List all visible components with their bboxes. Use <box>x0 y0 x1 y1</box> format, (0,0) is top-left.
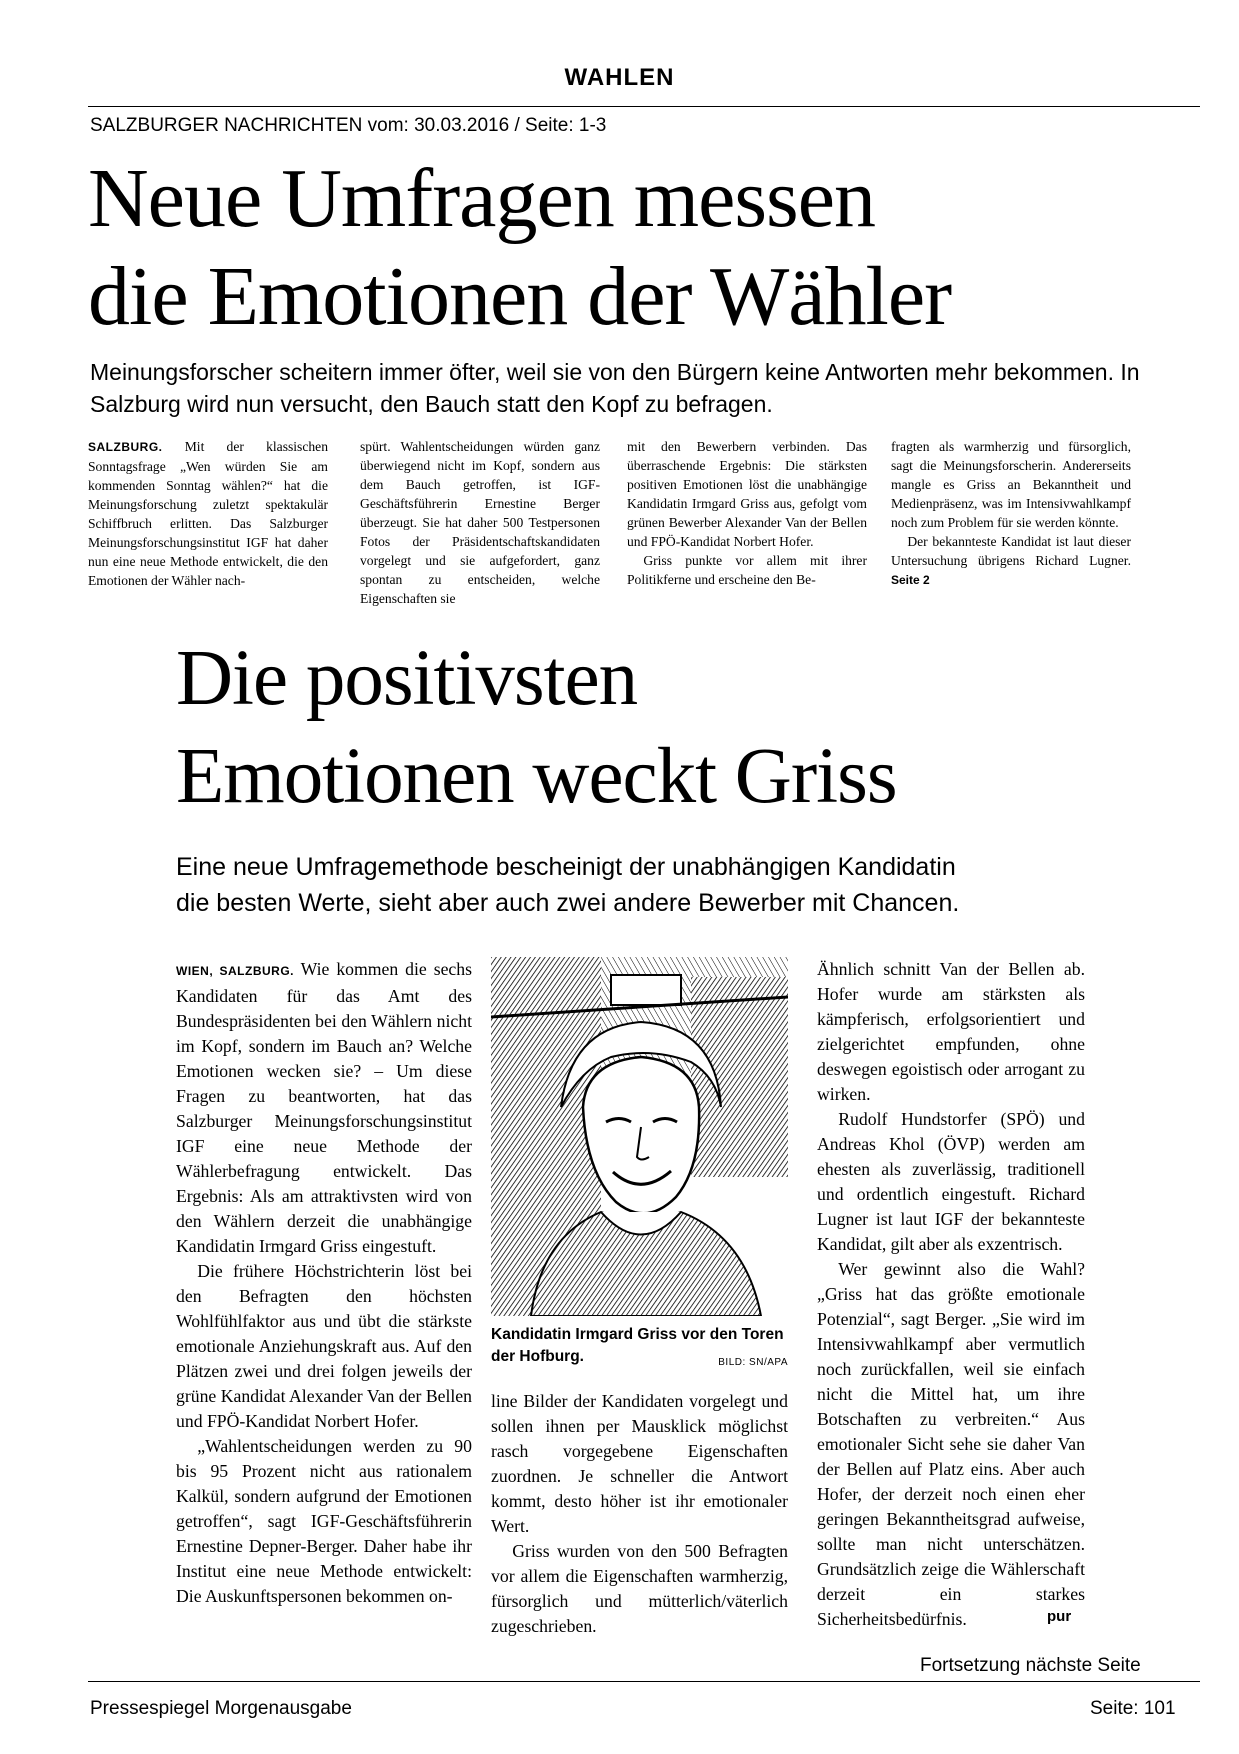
article-1-column-3 <box>627 437 867 589</box>
footer-divider <box>88 1681 1200 1682</box>
article-text: „Wahlentscheidungen werden zu 90 bis 95 Prozent nicht aus rationalem Kalkül, sondern aufgrund der Emotionen getroffen“, sagt IGF-Geschäftsführerin Ernestine Depner-Berger. Daher habe ihr Institut eine neue Methode entwickelt: Die Auskunftspersonen bekommen on- <box>176 1436 472 1606</box>
article-2-column-1 <box>176 957 472 1609</box>
author-byline: pur <box>1047 1608 1072 1625</box>
header-divider <box>88 106 1200 107</box>
dateline: SALZBURG. <box>88 440 163 454</box>
subheadline-2 <box>176 849 1196 921</box>
article-text <box>891 532 1131 590</box>
photo-credit: BILD: SN/APA <box>718 1357 788 1368</box>
article-text: Wer gewinnt also die Wahl? „Griss hat das größte emotionale Potenzial“, sagt Berger. „Sie wird im Intensivwahlkampf aber vermutlich noch zurückfallen, weil sie einfach nicht die Mittel hat, um ihre Botschaften zu verbreiten.“ Aus emotionaler Sicht sehe sie daher Van der Bellen auf Platz eins. Aber auch Hofer, der derzeit noch einen eher geringen Bekanntheitsgrad aufweise, sollte man nicht unterschätzen. Grundsätzlich zeige die Wählerschaft derzeit ein starkes Sicherheitsbedürfnis. <box>817 1259 1085 1629</box>
continuation-note: Fortsetzung nächste Seite <box>920 1655 1141 1676</box>
article-text: Wie kommen die sechs Kandidaten für das Amt des Bundespräsidenten bei den Wählern nicht im Kopf, sondern im Bauch an? Welche Emotionen wecken sie? – Um diese Fragen zu beantworten, hat das Salzburger Meinungsforschungsinstitut IGF eine neue Methode der Wählerbefragung entwickelt. Das Ergebnis: Als am attraktivsten wird von den Wählern derzeit die unabhängige Kandidatin Irmgard Griss eingestuft. <box>176 959 473 1256</box>
headline-2-line-1: Die positivsten <box>176 635 638 722</box>
article-text: mit den Bewerbern verbinden. Das überraschende Ergebnis: Die stärksten positiven Emotionen löst die unabhängige Kandidatin Irmgard Griss aus, gefolgt vom grünen Bewerber Alexander Van der Bellen und FPÖ-Kandidat Norbert Hofer. <box>627 439 867 549</box>
article-text: Griss wurden von den 500 Befragten vor allem die Eigenschaften warmherzig, fürsorglich und mütterlich/väterlich zugeschrieben. <box>491 1541 788 1636</box>
footer-page-number: Seite: 101 <box>1090 1698 1176 1719</box>
article-text: Griss punkte vor allem mit ihrer Politikferne und erscheine den Be- <box>627 553 867 587</box>
photo-caption <box>491 1324 788 1374</box>
article-text: Ähnlich schnitt Van der Bellen ab. Hofer wurde am stärksten als kämpferisch, erfolgsorientiert und zielgerichtet empfunden, ohne deswegen egoistisch oder arrogant zu wirken. <box>817 959 1085 1104</box>
source-line: SALZBURGER NACHRICHTEN vom: 30.03.2016 / Seite: 1-3 <box>90 115 607 136</box>
article-text: line Bilder der Kandidaten vorgelegt und sollen ihnen per Mausklick möglichst rasch vorgegebene Eigenschaften zuordnen. Je schneller die Antwort kommt, desto höher ist ihr emotionaler Wert. <box>491 1391 788 1536</box>
subheadline-1: Meinungsforscher scheitern immer öfter, weil sie von den Bürgern keine Antworten mehr bekommen. In Salzburg wird nun versucht, den Bauch statt den Kopf zu befragen. <box>90 359 1140 417</box>
footer-publication: Pressespiegel Morgenausgabe <box>90 1698 352 1719</box>
article-1-column-1 <box>88 437 328 590</box>
article-text: Die frühere Höchstrichterin löst bei den Befragten den höchsten Wohlfühlfaktor aus und übt die stärkste emotionale Anziehungskraft aus. Auf den Plätzen zwei und drei folgen jeweils der grüne Kandidat Alexander Van der Bellen und FPÖ-Kandidat Norbert Hofer. <box>176 1261 472 1431</box>
portrait-image <box>491 957 788 1316</box>
article-text: fragten als warmherzig und fürsorglich, sagt die Meinungsforscherin. Andererseits mangle es Griss an Bekanntheit und Medienpräsenz, was im Intensivwahlkampf noch zum Problem für sie werden könnte. <box>891 439 1131 530</box>
article-1-column-4 <box>891 437 1131 590</box>
photo-caption-text: Kandidatin Irmgard Griss vor den Toren der Hofburg. <box>491 1326 784 1365</box>
article-text: spürt. Wahlentscheidungen würden ganz überwiegend nicht im Kopf, sondern aus dem Bauch getroffen, ist IGF-Geschäftsführerin Ernestine Berger überzeugt. Sie hat daher 500 Testpersonen Fotos der Präsidentschaftskandidaten vorgelegt und sie aufgefordert, ganz spontan zu entscheiden, welche Eigenschaften sie <box>360 439 600 606</box>
page-reference: Seite 2 <box>891 573 930 587</box>
article-1-column-2 <box>360 437 600 608</box>
headline-2 <box>176 630 1196 826</box>
article-text: Rudolf Hundstorfer (SPÖ) und Andreas Khol (ÖVP) werden am ehesten als zuverlässig, traditionell und ordentlich eingestuft. Richard Lugner ist laut IGF der bekannteste Kandidat, gilt aber als exzentrisch. <box>817 1109 1085 1254</box>
section-title: WAHLEN <box>564 64 675 91</box>
headline-1 <box>88 150 1208 346</box>
headline-1-line-2: die Emotionen der Wähler <box>88 250 952 343</box>
dateline: WIEN, SALZBURG. <box>176 964 295 978</box>
subheadline-2-line-2: die besten Werte, sieht aber auch zwei andere Bewerber mit Chancen. <box>176 889 960 917</box>
article-2-column-3 <box>817 957 1085 1632</box>
subheadline-2-line-1: Eine neue Umfragemethode bescheinigt der unabhängigen Kandidatin <box>176 853 956 881</box>
article-2-column-2 <box>491 1389 788 1639</box>
article-text: Mit der klassischen Sonntagsfrage „Wen würden Sie am kommenden Sonntag wählen?“ hat die Meinungsforschung zuletzt spektakulär Schiffbruch erlitten. Das Salzburger Meinungsforschungsinstitut IGF hat daher nun eine neue Methode entwickelt, die den Emotionen der Wähler nach- <box>88 439 328 588</box>
photo-griss <box>491 957 788 1316</box>
headline-2-line-2: Emotionen weckt Griss <box>176 733 897 820</box>
headline-1-line-1: Neue Umfragen messen <box>88 152 876 245</box>
article-text-inline: Der bekannteste Kandidat ist laut dieser Untersuchung übrigens Richard Lugner. <box>891 534 1131 568</box>
